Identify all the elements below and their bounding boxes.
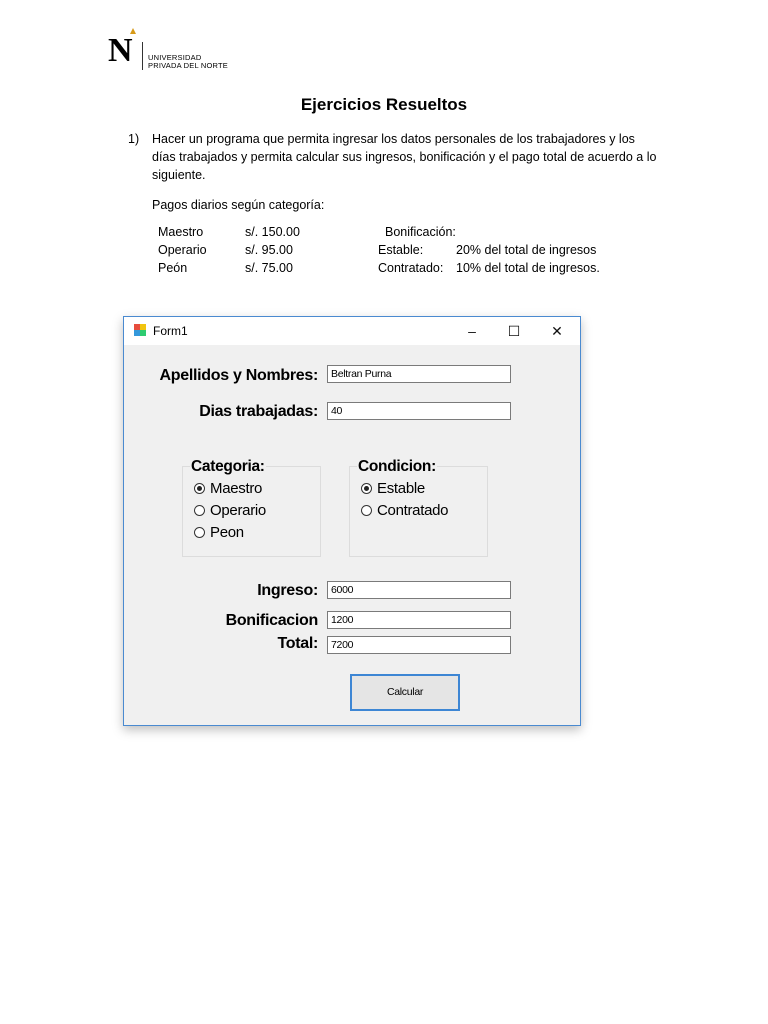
name-label: Apellidos y Nombres: [159, 367, 318, 384]
window-title: Form1 [153, 324, 188, 338]
calcular-button[interactable]: Calcular [350, 674, 460, 711]
paragraph-line: días trabajados y permita calcular sus ingresos, bonificación y el pago total de acuerdo a lo [152, 150, 657, 164]
radio-contratado[interactable] [361, 502, 448, 519]
categoria-group-title: Categoria: [191, 458, 265, 475]
radio-label: Maestro [210, 480, 263, 497]
item-number: 1) [128, 132, 140, 146]
close-button[interactable]: ✕ [551, 323, 563, 339]
paragraph-line: siguiente. [152, 168, 206, 182]
radio-peon[interactable] [194, 524, 244, 541]
document-title: Ejercicios Resueltos [300, 95, 468, 114]
logo-letter: N [108, 32, 133, 69]
problem-statement [152, 130, 712, 184]
radio-label: Estable [377, 480, 425, 497]
total-label: Total: [277, 635, 318, 652]
radio-selected-icon [361, 483, 372, 494]
radio-estable[interactable] [361, 480, 425, 497]
bonus-rule: 20% del total de ingresos [456, 243, 597, 257]
app-icon [134, 324, 146, 336]
days-label: Dias trabajadas: [199, 403, 318, 420]
ingreso-input[interactable]: 6000 [327, 581, 511, 599]
name-input[interactable]: Beltran Purna [327, 365, 511, 383]
logo-divider [142, 42, 143, 70]
condicion-group-title: Condicion: [358, 458, 436, 475]
maximize-button[interactable]: ☐ [507, 323, 521, 339]
pay-subheading: Pagos diarios según categoría: [152, 198, 325, 212]
radio-label: Contratado [377, 502, 449, 519]
bonus-type: Estable: [378, 243, 424, 257]
pay-amount: s/. 75.00 [245, 261, 293, 275]
form-window [123, 316, 581, 726]
radio-selected-icon [194, 483, 205, 494]
bonificacion-label: Bonificacion [225, 612, 318, 629]
radio-unselected-icon [361, 505, 372, 516]
pay-category-column [158, 223, 207, 277]
pay-category: Peón [158, 261, 188, 275]
minimize-button[interactable]: – [468, 323, 476, 339]
logo-text-line1: UNIVERSIDAD [148, 53, 202, 62]
days-input[interactable]: 40 [327, 402, 511, 420]
radio-unselected-icon [194, 505, 205, 516]
total-input[interactable]: 7200 [327, 636, 511, 654]
radio-unselected-icon [194, 527, 205, 538]
pay-amount: s/. 95.00 [245, 243, 293, 257]
paragraph-line: Hacer un programa que permita ingresar los datos personales de los trabajadores y los [152, 132, 635, 146]
radio-operario[interactable] [194, 502, 266, 519]
radio-maestro[interactable] [194, 480, 262, 497]
bonus-heading: Bonificación: [385, 225, 456, 239]
bonus-type: Contratado: [378, 261, 444, 275]
bonus-rule: 10% del total de ingresos. [456, 261, 600, 275]
logo-text-line2: PRIVADA DEL NORTE [148, 61, 228, 70]
pay-category: Maestro [158, 225, 204, 239]
bonificacion-input[interactable]: 1200 [327, 611, 511, 629]
pay-amount-column [245, 223, 300, 277]
radio-label: Operario [210, 502, 266, 519]
pay-amount: s/. 150.00 [245, 225, 300, 239]
pay-category: Operario [158, 243, 207, 257]
title-bar [124, 317, 580, 345]
bonus-rule-column [456, 241, 600, 277]
radio-label: Peon [210, 524, 244, 541]
ingreso-label: Ingreso: [257, 582, 318, 599]
bonus-type-column [378, 241, 443, 277]
university-logo [108, 28, 248, 74]
